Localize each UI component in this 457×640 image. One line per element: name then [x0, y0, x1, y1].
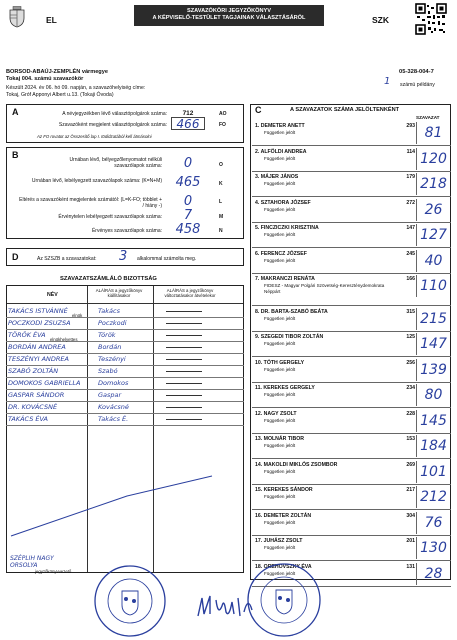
candidate-votes: 130	[416, 537, 450, 559]
coat-of-arms-icon	[8, 6, 26, 28]
b-row-n-value: 458	[175, 222, 201, 237]
candidate-printed-count: 114	[406, 148, 415, 155]
b-row-l-value: 0	[183, 194, 193, 209]
candidate-printed-count: 179	[406, 174, 415, 180]
a-appeared-value: 466	[171, 117, 205, 130]
candidate-org: Független jelölt	[264, 519, 296, 525]
member-sign2-dash	[166, 311, 202, 312]
candidate-row	[252, 408, 451, 434]
candidate-row	[252, 382, 451, 408]
candidate-org: Független jelölt	[264, 468, 296, 474]
doc-code: 05-328-004-7	[399, 69, 434, 75]
member-name: TAKÁCS ISTVÁNNÉ	[8, 307, 68, 315]
candidate-printed-count: 315	[406, 308, 415, 315]
document-title	[134, 5, 324, 26]
member-signature: Takács	[98, 307, 120, 315]
candidate-name: 11. KEREKES GERGELY	[255, 385, 315, 391]
candidate-row	[252, 222, 451, 248]
district-label: Tokaj 004. számú szavazókör	[6, 76, 84, 82]
candidate-votes: 28	[416, 563, 450, 585]
candidate-row	[252, 459, 451, 485]
committee-row	[6, 306, 244, 318]
candidate-org: Független jelölt	[264, 545, 296, 550]
b-row-l-code: L	[219, 199, 223, 205]
b-row-n-code: N	[219, 228, 223, 234]
candidate-row	[252, 197, 451, 223]
candidate-name: 4. SZTAHORA JÓZSEF	[255, 199, 311, 206]
candidate-org: Független jelölt	[264, 366, 296, 372]
candidate-org: Független jelölt	[264, 232, 296, 237]
candidate-row	[252, 331, 451, 357]
candidate-printed-count: 125	[406, 334, 415, 340]
member-name: BORDÁN ANDREA	[8, 343, 66, 351]
b-row-o-value: 0	[183, 156, 193, 171]
b-row-o-code: O	[219, 162, 223, 168]
candidate-name: 13. MOLNÁR TIBOR	[255, 436, 304, 442]
member-name: POCZKODI ZSUZSA	[8, 319, 71, 327]
county-label: BORSOD-ABAÚJ-ZEMPLÉN vármegye	[6, 69, 108, 75]
chair-label: elnök	[72, 313, 83, 318]
candidate-printed-count: 272	[406, 199, 415, 206]
member-signature: Takács É.	[98, 415, 129, 423]
candidate-org: Független jelölt	[264, 315, 296, 321]
candidate-name: 8. DR. BARTA-SZABÓ BEÁTA	[255, 308, 328, 315]
member-signature: Gaspar	[98, 391, 122, 399]
member-sign2-dash	[166, 383, 202, 384]
official-stamp-left	[92, 563, 168, 639]
member-sign2-dash	[166, 371, 202, 372]
candidate-printed-count: 153	[406, 436, 415, 442]
member-signature: Teszényi	[98, 355, 126, 363]
member-signature: Kovácsné	[98, 403, 129, 411]
candidate-row	[252, 357, 451, 383]
candidate-printed-count: 304	[406, 512, 415, 519]
member-name: DOMOKOS GABRIELLA	[8, 379, 81, 387]
committee-row	[6, 378, 244, 390]
szk-label: SZK	[372, 15, 389, 25]
section-c-votes-col: SZAVAZAT	[416, 115, 440, 120]
candidate-printed-count: 245	[406, 250, 415, 257]
a-registered-value: 712	[171, 110, 205, 118]
a-appeared-code: FO	[219, 122, 226, 128]
section-d-letter: D	[12, 252, 19, 262]
candidate-printed-count: 217	[406, 487, 415, 493]
candidate-votes: 110	[416, 275, 450, 297]
b-row-n-label: Érvényes szavazólapok száma:	[91, 228, 162, 234]
a-appeared-label: Szavazóként megjelent választópolgárok száma:	[58, 122, 167, 128]
candidate-org: FIDESZ - Magyar Polgári Szövetség-Kereszténydemokrata Néppárt	[264, 283, 385, 294]
member-sign2-dash	[166, 419, 202, 420]
member-name: GASPAR SÁNDOR	[8, 391, 65, 399]
member-sign2-dash	[166, 395, 202, 396]
member-sign2-dash	[166, 407, 202, 408]
candidate-votes: 184	[416, 435, 450, 457]
candidate-printed-count: 166	[406, 276, 415, 282]
committee-row	[6, 318, 244, 330]
candidate-name: 5. FINCZICZKI KRISZTINA	[255, 225, 319, 231]
candidate-org: Független jelölt	[264, 155, 296, 161]
candidate-org: Független jelölt	[264, 257, 296, 263]
document-title-line1: SZAVAZÓKÖRI JEGYZŐKÖNYV	[186, 8, 272, 14]
candidate-name: 6. FERENCZ JÓZSEF	[255, 250, 307, 257]
candidate-name: 7. MAKRANCZI RENÁTA	[255, 276, 315, 282]
candidate-row	[252, 273, 451, 306]
candidate-votes: 147	[416, 333, 450, 355]
candidate-votes: 76	[416, 512, 450, 534]
member-name: TAKÁCS ÉVA	[8, 415, 48, 423]
candidate-printed-count: 293	[406, 123, 415, 129]
b-row-m-label: Érvénytelen lebélyegzett szavazólapok száma:	[58, 214, 162, 220]
candidate-org: Független jelölt	[264, 494, 296, 499]
committee-row	[6, 354, 244, 366]
member-sign2-dash	[166, 359, 202, 360]
deputy-label: elnökhelyettes	[50, 337, 78, 342]
member-signature: Poczkodi	[98, 319, 127, 327]
member-signature: Török	[98, 331, 116, 339]
section-c-letter: C	[255, 105, 262, 115]
candidate-name: 1. DEMETER ANETT	[255, 123, 305, 129]
copy-number: 1	[384, 76, 391, 87]
candidate-votes: 139	[416, 359, 450, 381]
candidate-name: 9. SZEGEDI TIBOR ZOLTÁN	[255, 334, 324, 340]
candidate-name: 17. JUHÁSZ ZSOLT	[255, 538, 303, 544]
d-label-after: alkalommal számolta meg.	[137, 256, 197, 262]
made-line: Készült 2024. év 06. hó 09. napján, a szavazóhelyiség címe:	[6, 85, 146, 91]
candidate-votes: 101	[416, 461, 450, 483]
candidate-name: 3. MÁJER JÁNOS	[255, 174, 299, 180]
candidate-votes: 127	[416, 224, 450, 246]
committee-row	[6, 402, 244, 414]
candidate-printed-count: 256	[406, 359, 415, 366]
section-a-box	[6, 104, 244, 143]
qr-code-icon	[415, 3, 447, 35]
candidate-printed-count: 228	[406, 410, 415, 417]
committee-col-sign2: ALÁÍRÁS a jegyzőkönyv változtatásakor átvételekor	[164, 288, 216, 298]
committee-row	[6, 330, 244, 342]
document-title-line2: A KÉPVISELŐ-TESTÜLET TAGJAINAK VÁLASZTÁSÁRÓL	[152, 15, 306, 21]
candidate-name: 10. TÓTH GERGELY	[255, 359, 305, 366]
section-a-letter: A	[12, 107, 19, 117]
d-count-value: 3	[119, 249, 128, 264]
committee-row	[6, 366, 244, 378]
copy-label: számú példány	[400, 82, 435, 88]
member-signature: Szabó	[98, 367, 118, 375]
candidate-row	[252, 306, 451, 332]
member-name: SZABÓ ZOLTÁN	[8, 367, 59, 375]
candidate-name: 14. MAKOLDI MIKLÓS ZSOMBOR	[255, 461, 338, 468]
candidate-org: Független jelölt	[264, 341, 296, 346]
candidate-votes: 120	[416, 148, 450, 170]
candidate-org: Független jelölt	[264, 181, 296, 186]
b-row-k-label: Urnában lévő, lebélyegzett szavazólapok száma: (K=N+M)	[31, 178, 162, 184]
candidate-org: Független jelölt	[264, 443, 296, 448]
committee-row	[6, 414, 244, 426]
member-name: TÖRÖK ÉVA	[8, 331, 46, 339]
section-b-box	[6, 147, 244, 239]
section-c-title: A SZAVAZATOK SZÁMA JELÖLTENKÉNT	[290, 107, 400, 113]
candidate-votes: 80	[416, 384, 450, 406]
official-stamp-right	[244, 560, 324, 640]
committee-row	[6, 342, 244, 354]
candidate-org: Független jelölt	[264, 392, 296, 397]
member-signature: Bordán	[98, 343, 122, 351]
candidate-votes: 218	[416, 173, 450, 195]
a-registered-code: AO	[219, 111, 227, 117]
notary-name: SZÉPLIH NAGY ORSOLYA	[10, 555, 54, 569]
b-row-l-label: Eltérés a szavazóként megjelentek számától: (L=K-FO; többlet + / hiány -)	[19, 197, 162, 209]
candidate-name: 15. KEREKES SÁNDOR	[255, 487, 313, 493]
address-line: Tokaj, Gróf Apponyi Albert u.13. (Tokaji Óvoda)	[6, 92, 114, 98]
candidate-name: 18. OREHOVSZKY ÉVA	[255, 563, 312, 570]
a-registered-label: A névjegyzékben lévő választópolgárok száma:	[62, 111, 167, 117]
candidate-name: 16. DEMETER ZOLTÁN	[255, 512, 312, 519]
member-name: TESZÉNYI ANDREA	[8, 355, 69, 363]
member-signature: Domokos	[98, 379, 129, 387]
member-sign2-dash	[166, 335, 202, 336]
candidate-org: Független jelölt	[264, 130, 296, 135]
b-row-k-value: 465	[175, 175, 201, 190]
candidate-org: Független jelölt	[264, 206, 296, 212]
member-sign2-dash	[166, 347, 202, 348]
candidate-row	[252, 510, 451, 536]
candidate-row	[252, 433, 451, 459]
a-note: Az FO rovatot az Összesítő lap I. tödidzatából kell átmásolni	[37, 134, 152, 139]
candidate-printed-count: 201	[406, 538, 415, 544]
candidate-row	[252, 535, 451, 561]
candidate-row	[252, 171, 451, 197]
candidate-org: Független jelölt	[264, 417, 296, 423]
d-label-before: Az SZSZB a szavazatokat:	[37, 256, 97, 262]
candidate-row	[252, 248, 451, 274]
candidate-votes: 145	[416, 410, 450, 432]
notary-label: jegyzőkönyvvezető	[35, 569, 72, 574]
candidate-printed-count: 131	[406, 563, 415, 570]
candidate-printed-count: 234	[406, 385, 415, 391]
candidate-printed-count: 269	[406, 461, 415, 468]
section-d-box	[6, 248, 244, 266]
candidate-row	[252, 146, 451, 172]
candidate-row	[252, 120, 451, 146]
committee-col-name: NÉV	[47, 292, 58, 298]
candidate-org: Független jelölt	[264, 570, 296, 576]
b-row-o-label: Urnában lévő, bélyegzőlenyomatot nélküli szavazólapok száma:	[69, 157, 162, 169]
committee-col-sign1: ALÁÍRÁS a jegyzőkönyv kiállításakor	[95, 288, 143, 298]
candidate-name: 2. ALFÖLDI ANDREA	[255, 148, 307, 155]
candidate-votes: 81	[416, 122, 450, 144]
candidate-votes: 40	[416, 250, 450, 272]
member-name: DR. KOVÁCSNÉ	[8, 403, 58, 411]
candidate-printed-count: 147	[406, 225, 415, 231]
committee-row	[6, 390, 244, 402]
member-sign2-dash	[166, 323, 202, 324]
b-row-k-code: K	[219, 181, 223, 187]
candidate-row	[252, 484, 451, 510]
candidate-votes: 26	[416, 199, 450, 221]
committee-title: SZAVAZATSZÁMLÁLÓ BIZOTTSÁG	[60, 276, 157, 282]
candidate-votes: 215	[416, 308, 450, 330]
b-row-m-value: 7	[183, 208, 193, 223]
b-row-m-code: M	[219, 214, 224, 220]
section-b-letter: B	[12, 150, 19, 160]
candidate-votes: 212	[416, 486, 450, 508]
el-label: EL	[46, 15, 57, 25]
candidate-name: 12. NAGY ZSOLT	[255, 410, 297, 417]
